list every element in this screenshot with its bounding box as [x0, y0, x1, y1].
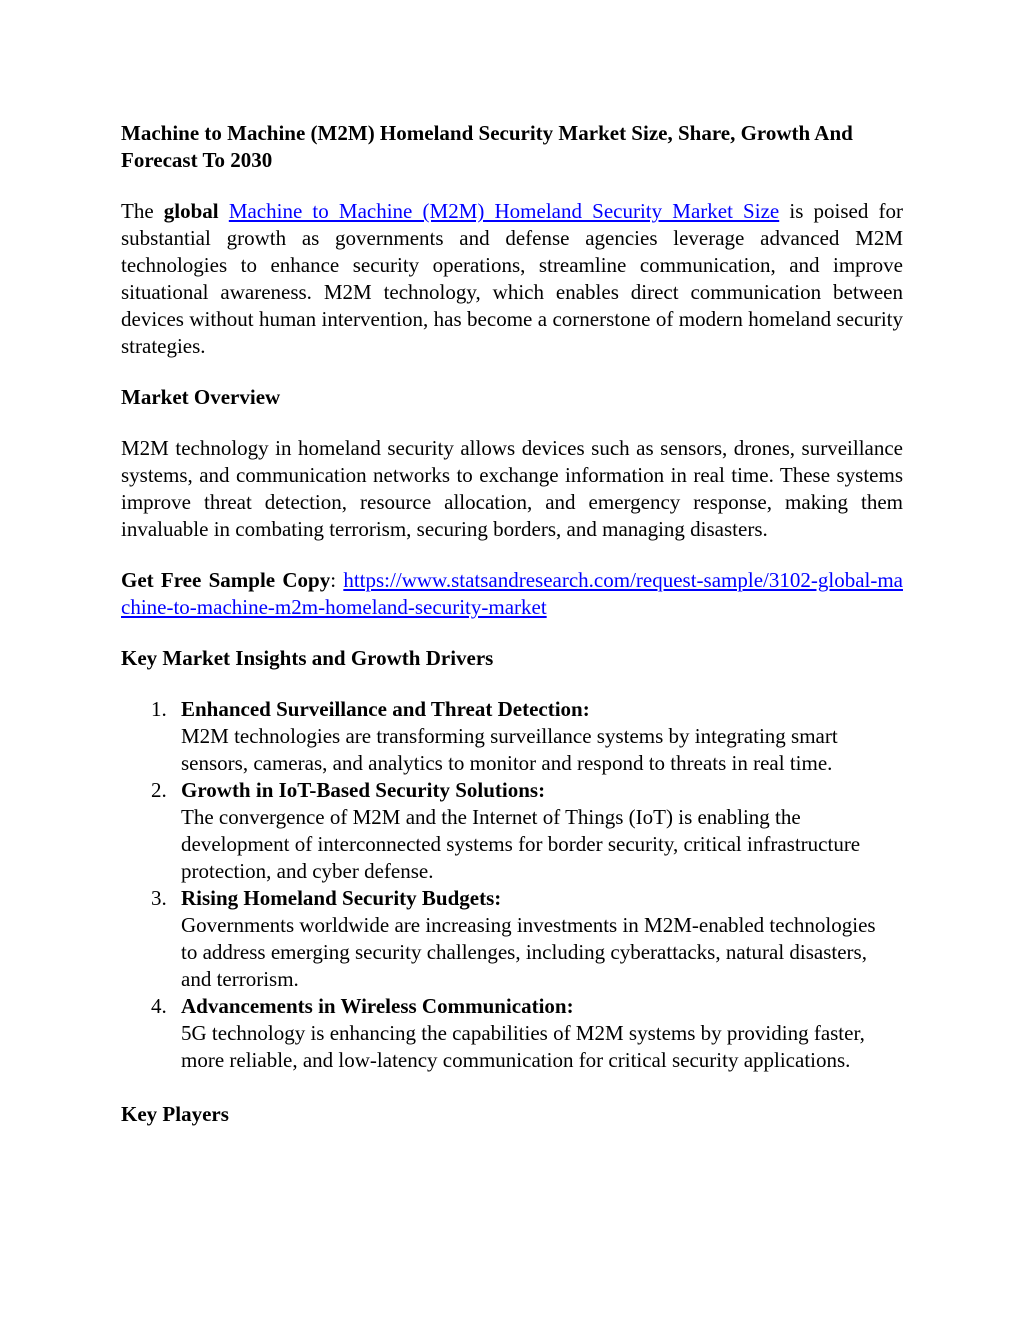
insights-heading: Key Market Insights and Growth Drivers — [121, 646, 494, 670]
list-item-body: Governments worldwide are increasing investments in M2M-enabled technologies to address emerging security challenges, including cyberattacks, natural disasters, and terrorism. — [181, 913, 876, 991]
list-item-number: 2. — [151, 778, 167, 802]
market-size-link[interactable]: Machine to Machine (M2M) Homeland Security Market Size — [228, 199, 780, 223]
list-item-number: 3. — [151, 886, 167, 910]
list-item-title: Rising Homeland Security Budgets: — [181, 886, 502, 910]
list-item — [121, 993, 903, 1074]
intro-suffix: is poised for substantial growth as governments and defense agencies leverage advanced M2M technologies to enhance security operations, streamline communication, and improve situational awareness. M2M technology, which enables direct communication between devices without human intervention, has become a cornerstone of modern homeland security strategies. — [121, 199, 903, 358]
sample-copy-label: Get Free Sample Copy — [121, 568, 331, 592]
list-item-number: 1. — [151, 697, 167, 721]
key-players-heading: Key Players — [121, 1102, 229, 1126]
list-item-body: 5G technology is enhancing the capabilities of M2M systems by providing faster, more reliable, and low-latency communication for critical security applications. — [181, 1021, 865, 1072]
sample-copy-link[interactable]: https://www.statsandresearch.com/request-sample/3102-global-machine-to-machine-m2m-homeland-security-market — [121, 568, 903, 619]
list-item-title: Growth in IoT-Based Security Solutions: — [181, 778, 546, 802]
intro-paragraph — [121, 198, 903, 360]
insights-list — [121, 696, 903, 1074]
list-item-body: M2M technologies are transforming surveillance systems by integrating smart sensors, cameras, and analytics to monitor and respond to threats in real time. — [181, 724, 838, 775]
list-item-number: 4. — [151, 994, 167, 1018]
sample-copy-paragraph — [121, 567, 903, 621]
list-item — [121, 777, 903, 885]
list-item — [121, 696, 903, 777]
market-overview-paragraph: M2M technology in homeland security allows devices such as sensors, drones, surveillance systems, and communication networks to exchange information in real time. These systems improve threat detection, resource allocation, and emergency response, making them invaluable in combating terrorism, securing borders, and managing disasters. — [121, 436, 903, 541]
list-item-title: Advancements in Wireless Communication: — [181, 994, 574, 1018]
list-item — [121, 885, 903, 993]
list-item-title: Enhanced Surveillance and Threat Detection: — [181, 697, 590, 721]
document-title: Machine to Machine (M2M) Homeland Security Market Size, Share, Growth And Forecast To 2030 — [121, 121, 853, 172]
sample-copy-separator: : — [330, 568, 344, 592]
list-item-body: The convergence of M2M and the Internet of Things (IoT) is enabling the development of interconnected systems for border security, critical infrastructure protection, and cyber defense. — [181, 805, 861, 883]
intro-bold-word: global — [163, 199, 219, 223]
document-page — [121, 120, 903, 1128]
market-overview-heading: Market Overview — [121, 385, 281, 409]
intro-prefix: The — [121, 199, 164, 223]
